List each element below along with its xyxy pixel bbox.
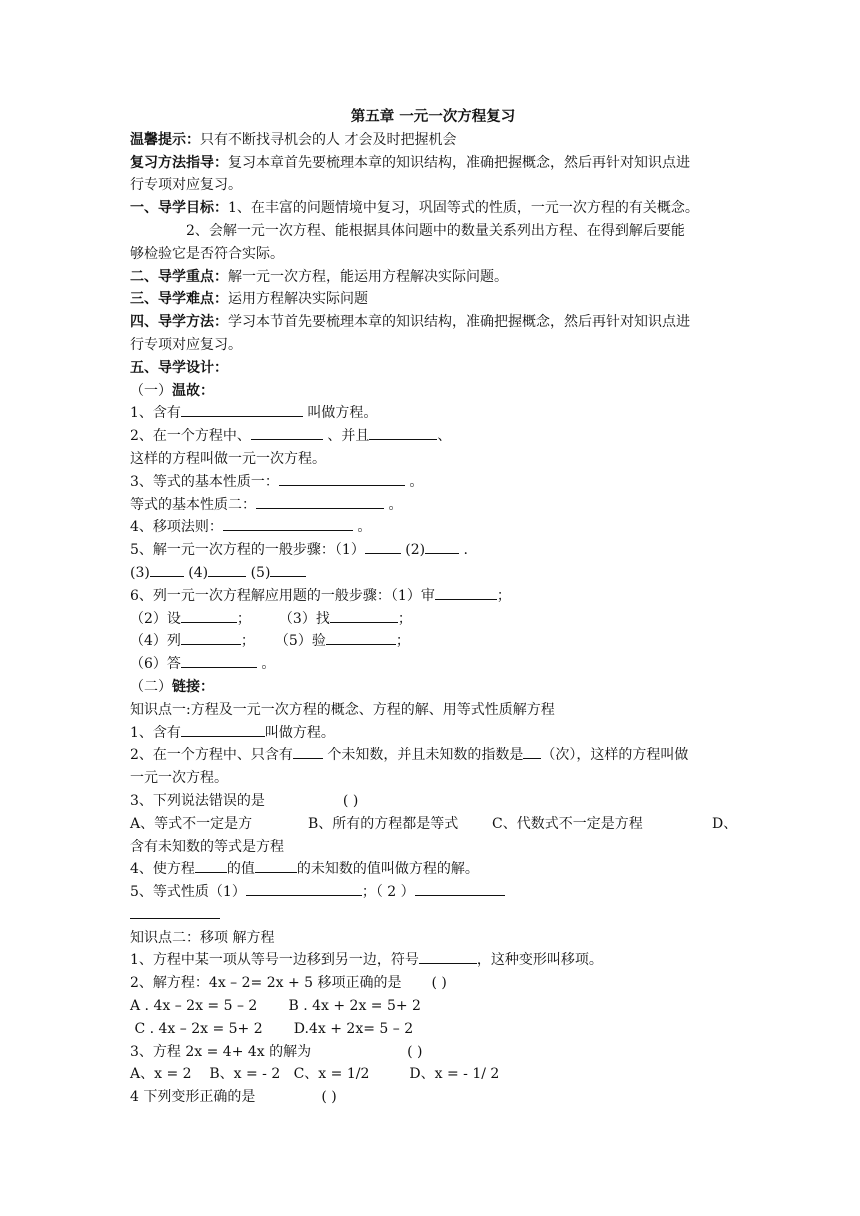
q-text: 2、在一个方程中、只含有 <box>130 747 293 764</box>
design-label: 五、导学设计： <box>130 359 228 376</box>
goal-1: 1、在丰富的问题情境中复习，巩固等式的性质，一元一次方程的有关概念。 <box>228 200 699 217</box>
q-text: (3) <box>130 564 150 581</box>
methods-text: 学习本节首先要梳理本章的知识结构，准确把握概念，然后再针对知识点进 <box>228 314 690 331</box>
link-heading-label: 链接： <box>172 678 214 695</box>
review-q1 <box>130 402 736 425</box>
link-q5 <box>130 881 736 904</box>
blank <box>181 402 303 417</box>
blank <box>369 425 437 440</box>
blank <box>326 630 396 645</box>
link-heading-num: （二） <box>130 678 172 695</box>
review-q6-steps-c <box>130 653 736 676</box>
blank <box>365 539 401 554</box>
q-text: 、 <box>437 428 452 445</box>
review-q3 <box>130 471 736 494</box>
blank <box>251 425 323 440</box>
blank <box>293 744 323 759</box>
move-q3-options: A、x = 2 B、x = - 2 C、x = 1/2 D、x = - 1/ 2 <box>130 1066 500 1083</box>
focus-label: 二、导学重点： <box>130 268 228 285</box>
move-q1 <box>130 949 736 972</box>
q-text: 1、方程中某一项从等号一边移到另一边，符号 <box>130 952 419 969</box>
review-q5-cont <box>130 562 736 585</box>
q-text: ；（ 2 ） <box>361 884 415 901</box>
q-text: . <box>459 542 469 559</box>
methods-line-2: 行专项对应复习。 <box>130 336 242 353</box>
answer-parens: ( ) <box>321 1089 337 1106</box>
link-q4 <box>130 858 736 881</box>
review-q5 <box>130 539 736 562</box>
q-text: 叫做方程。 <box>302 405 378 422</box>
tip-line <box>130 129 736 152</box>
methods-line-1 <box>130 311 736 334</box>
q-text: 。 <box>404 473 424 490</box>
goals-label: 一、导学目标： <box>130 200 228 217</box>
link-q3-options <box>130 813 736 836</box>
blank <box>195 858 227 873</box>
q-text: （3）找 <box>278 610 330 627</box>
q-text: （6）答 <box>130 656 181 673</box>
knowledge-point-1: 知识点一:方程及一元一次方程的概念、方程的解、用等式性质解方程 <box>130 701 555 718</box>
method-guide-line-1 <box>130 152 736 175</box>
q-text: （次），这样的方程叫做 <box>541 747 689 764</box>
q-text: 4、使方程 <box>130 861 195 878</box>
link-q2 <box>130 744 736 767</box>
method-guide-text: 复习本章首先要梳理本章的知识结构，准确把握概念，然后再针对知识点进 <box>228 154 690 171</box>
q-text: 的未知数的值叫做方程的解。 <box>296 861 479 878</box>
blank <box>181 653 257 668</box>
q-text: 。 <box>256 656 276 673</box>
blank <box>255 858 297 873</box>
answer-parens: ( ) <box>431 975 447 992</box>
review-heading-num: （一） <box>130 382 172 399</box>
move-q2 <box>130 972 736 995</box>
q-text: 3、下列说法错误的是 <box>130 792 265 809</box>
q-text: ； <box>236 610 251 627</box>
q-text: ，这种变形叫移项。 <box>476 952 603 969</box>
q-text: 2、在一个方程中、 <box>130 428 251 445</box>
link-q3 <box>130 790 736 813</box>
review-heading-label: 温故： <box>172 382 214 399</box>
q-text: 等式的基本性质二： <box>130 496 256 513</box>
blank <box>223 516 353 531</box>
q-text: ； <box>496 587 511 604</box>
knowledge-point-2: 知识点二：移项 解方程 <box>130 929 275 946</box>
q-text: (5) <box>246 564 271 581</box>
q-text: ； <box>240 633 255 650</box>
difficulty-line <box>130 288 736 311</box>
q-text: (4) <box>183 564 209 581</box>
blank <box>256 494 384 509</box>
review-q6-steps-a <box>130 608 736 631</box>
blank <box>435 585 497 600</box>
q-text: 5、等式性质（1） <box>130 884 246 901</box>
method-guide-line-2: 行专项对应复习。 <box>130 177 242 194</box>
methods-label: 四、导学方法： <box>130 314 228 331</box>
goal-2: 2、会解一元一次方程、能根据具体问题中的数量关系列出方程、在得到解后要能 <box>186 222 685 239</box>
blank <box>330 608 398 623</box>
blank <box>246 881 362 896</box>
q-text: 个未知数，并且未知数的指数是 <box>322 747 524 764</box>
review-q2 <box>130 425 736 448</box>
blank <box>181 722 265 737</box>
q-text: 、并且 <box>322 428 370 445</box>
focus-line <box>130 266 736 289</box>
q-text: 5、解一元一次方程的一般步骤：（1） <box>130 542 365 559</box>
move-q3 <box>130 1041 736 1064</box>
review-q4 <box>130 516 736 539</box>
blank <box>130 904 220 919</box>
link-q3-cont: 含有未知数的等式是方程 <box>130 838 284 855</box>
q-text: （2）设 <box>130 610 181 627</box>
q-text: 3、方程 2x = 4+ 4x 的解为 <box>130 1043 312 1060</box>
goal-2-cont: 够检验它是否符合实际。 <box>130 245 284 262</box>
option-a: A、等式不一定是方 <box>130 815 253 832</box>
tip-label: 温馨提示： <box>130 131 200 148</box>
design-line <box>130 357 736 380</box>
blank <box>523 744 541 759</box>
review-heading <box>130 380 736 403</box>
link-heading <box>130 676 736 699</box>
page-title: 第五章 一元一次方程复习 <box>350 108 516 125</box>
q-text: 。 <box>352 519 372 536</box>
option-c: C、代数式不一定是方程 <box>492 815 643 832</box>
q-text: （4）列 <box>130 633 181 650</box>
blank <box>425 539 459 554</box>
blank <box>419 949 477 964</box>
goals-line-1 <box>130 197 736 220</box>
difficulty-text: 运用方程解决实际问题 <box>228 291 368 308</box>
q-text: 6、列一元一次方程解应用题的一般步骤：（1）审 <box>130 587 435 604</box>
link-q1 <box>130 722 736 745</box>
q-text: 1、含有 <box>130 405 181 422</box>
method-guide-label: 复习方法指导： <box>130 154 228 171</box>
review-q6-steps-b <box>130 630 736 653</box>
blank <box>181 630 241 645</box>
option-d: D、 <box>712 815 738 832</box>
answer-parens: ( ) <box>342 792 359 809</box>
blank <box>181 608 237 623</box>
q-text: 叫做方程。 <box>264 724 335 741</box>
q-text: 3、等式的基本性质一： <box>130 473 279 490</box>
q-text: 4、移项法则： <box>130 519 223 536</box>
blank <box>415 881 505 896</box>
move-q2-options-b: C . 4x – 2x = 5+ 2 D.4x + 2x= 5 – 2 <box>130 1020 414 1037</box>
q-text: ； <box>397 610 412 627</box>
q-text: 。 <box>384 496 403 513</box>
option-b: B、所有的方程都是等式 <box>308 815 459 832</box>
review-q6 <box>130 585 736 608</box>
move-q2-options-a: A . 4x – 2x = 5 – 2 B . 4x + 2x = 5+ 2 <box>130 998 421 1015</box>
difficulty-label: 三、导学难点： <box>130 291 228 308</box>
q-text: (2) <box>400 542 426 559</box>
tip-text: 只有不断找寻机会的人 才会及时把握机会 <box>200 131 457 148</box>
q-text: ； <box>395 633 410 650</box>
link-q2-cont: 一元一次方程。 <box>130 770 228 787</box>
link-q5-cont <box>130 904 736 927</box>
q-text: 1、含有 <box>130 724 181 741</box>
blank <box>150 562 184 577</box>
blank <box>279 471 405 486</box>
blank <box>270 562 306 577</box>
q-text: 2、解方程：4x – 2= 2x + 5 移项正确的是 <box>130 975 402 992</box>
review-q2-cont: 这样的方程叫做一元一次方程。 <box>130 450 326 467</box>
review-q3b <box>130 494 736 517</box>
q-text: 的值 <box>226 861 255 878</box>
focus-text: 解一元一次方程，能运用方程解决实际问题。 <box>228 268 508 285</box>
blank <box>208 562 246 577</box>
document-page <box>130 106 736 1109</box>
q-text: （5）验 <box>274 633 326 650</box>
move-q4 <box>130 1086 736 1109</box>
answer-parens: ( ) <box>407 1043 423 1060</box>
q-text: 4 下列变形正确的是 <box>130 1089 256 1106</box>
